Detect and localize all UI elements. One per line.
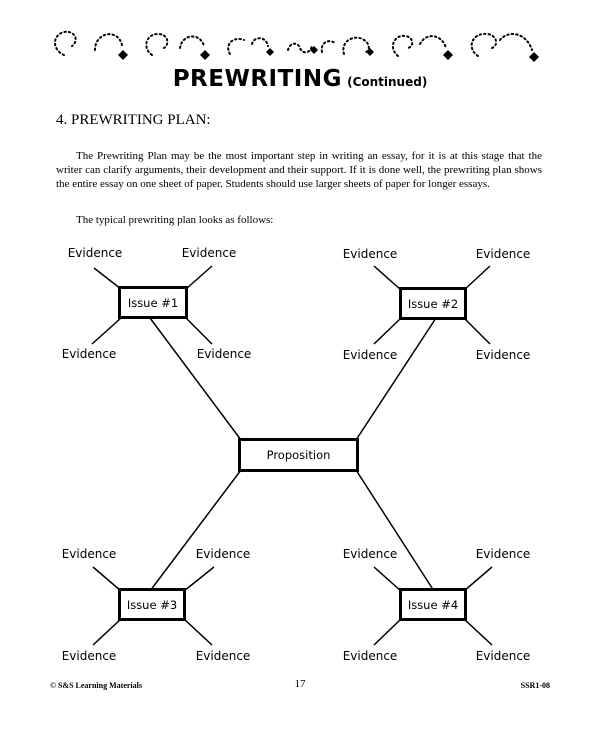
footer-code: SSR1-08 (520, 681, 550, 690)
evidence-label: Evidence (181, 246, 237, 260)
footer-page-number: 17 (294, 678, 306, 690)
connector-line (356, 318, 436, 440)
issue-1-box (118, 286, 188, 319)
issue-3-box (118, 588, 186, 621)
connector-line (374, 266, 401, 290)
evidence-label: Evidence (475, 547, 531, 561)
connector-line (464, 619, 492, 645)
evidence-label: Evidence (342, 649, 398, 663)
issue-4-box (399, 588, 467, 621)
connector-line (184, 567, 214, 591)
evidence-label: Evidence (61, 547, 117, 561)
proposition-label: Proposition (266, 448, 331, 462)
connector-line (93, 619, 121, 645)
footer-copyright: © S&S Learning Materials (50, 681, 142, 690)
issue-4-label: Issue #4 (407, 597, 459, 612)
proposition-box (238, 438, 359, 472)
lead-in-paragraph-text: The typical prewriting plan looks as follows: (76, 214, 274, 226)
evidence-label: Evidence (61, 649, 117, 663)
title-subtitle: (Continued) (347, 75, 428, 89)
connector-line (464, 266, 490, 290)
connector-line (374, 318, 401, 344)
connector-line (93, 567, 121, 591)
intro-paragraph-text: The Prewriting Plan may be the most important step in writing an essay, for it is at this stage that the writer can clarify arguments, their development and their support. If it is done well, the prewriting plan shows the entire essay on one sheet of paper. Students should use larger sheets of paper for longer essays. (56, 150, 542, 190)
evidence-label: Evidence (67, 246, 123, 260)
title-main: PREWRITING (172, 66, 342, 92)
connector-line (186, 266, 212, 289)
connector-line (94, 268, 121, 289)
evidence-label: Evidence (195, 649, 251, 663)
connector-line (464, 318, 490, 344)
issue-2-label: Issue #2 (407, 296, 459, 311)
section-heading: 4. PREWRITING PLAN: (56, 112, 211, 128)
evidence-label: Evidence (195, 547, 251, 561)
evidence-label: Evidence (196, 347, 252, 361)
evidence-label: Evidence (475, 649, 531, 663)
connector-line (374, 619, 401, 645)
connector-line (374, 567, 401, 591)
evidence-label: Evidence (342, 348, 398, 362)
connector-line (150, 318, 241, 440)
evidence-label: Evidence (61, 347, 117, 361)
evidence-label: Evidence (342, 547, 398, 561)
connector-line (184, 619, 212, 645)
issue-1-label: Issue #1 (127, 295, 179, 310)
connector-line (150, 470, 241, 591)
issue-3-label: Issue #3 (126, 597, 178, 612)
evidence-label: Evidence (342, 247, 398, 261)
evidence-label: Evidence (475, 247, 531, 261)
connector-line (356, 470, 434, 591)
issue-2-box (399, 287, 467, 320)
evidence-label: Evidence (475, 348, 531, 362)
connector-line (92, 318, 121, 344)
connector-line (464, 567, 492, 591)
connector-line (186, 318, 212, 344)
